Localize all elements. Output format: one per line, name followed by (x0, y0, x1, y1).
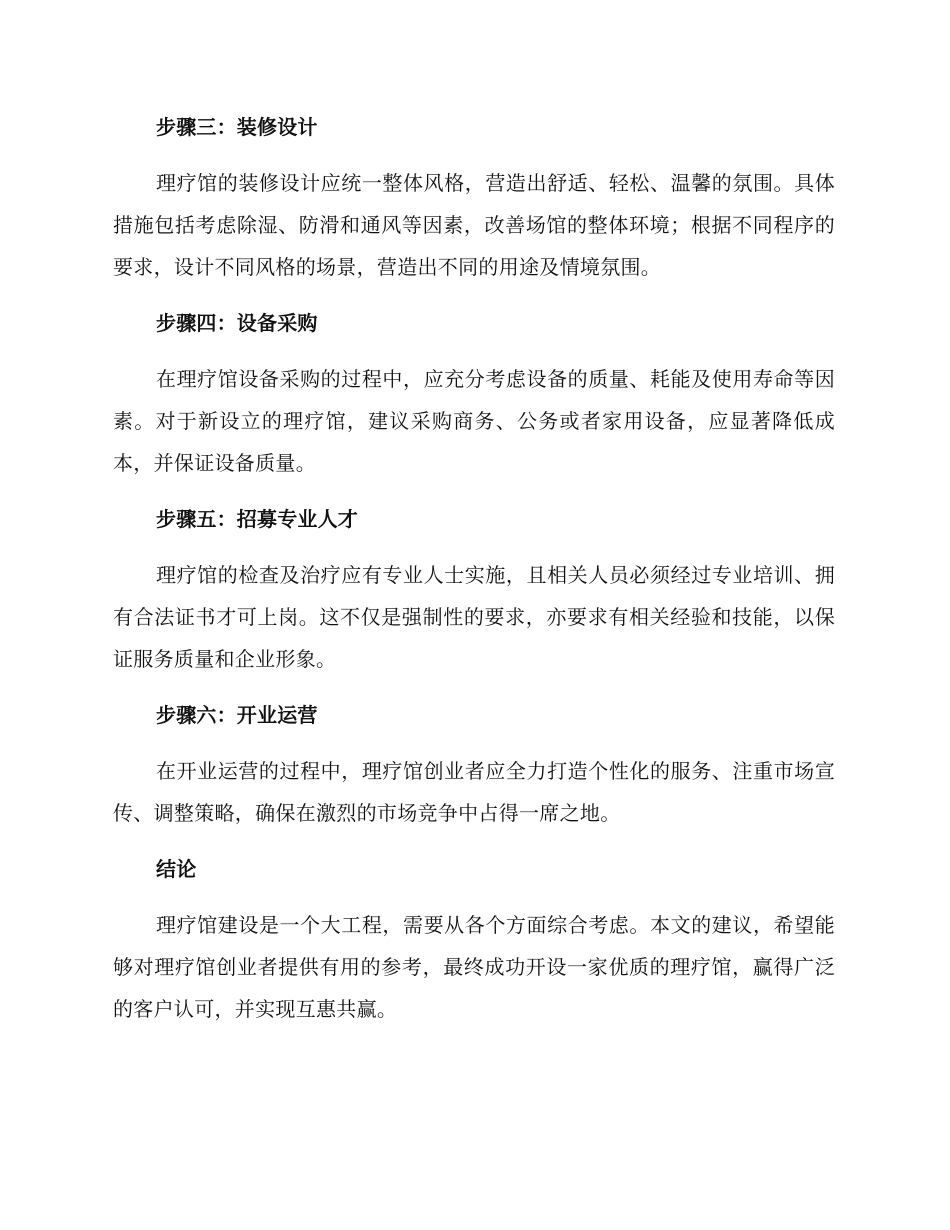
section-heading: 步骤三：装修设计 (156, 115, 318, 139)
section-paragraph: 理疗馆的检查及治疗应有专业人士实施，且相关人员必须经过专业培训、拥有合法证书才可上岗。这不仅是强制性的要求，亦要求有相关经验和技能，以保证服务质量和企业形象。 (113, 563, 835, 671)
section-conclusion (113, 850, 835, 1030)
section-decoration-design (113, 108, 835, 288)
section-heading: 步骤四：设备采购 (156, 311, 318, 335)
section-paragraph: 在理疗馆设备采购的过程中，应充分考虑设备的质量、耗能及使用寿命等因素。对于新设立的理疗馆，建议采购商务、公务或者家用设备，应显著降低成本，并保证设备质量。 (113, 367, 835, 475)
section-heading: 步骤五：招募专业人才 (156, 507, 358, 531)
document-page (113, 108, 835, 1046)
section-paragraph: 理疗馆建设是一个大工程，需要从各个方面综合考虑。本文的建议，希望能够对理疗馆创业者提供有用的参考，最终成功开设一家优质的理疗馆，赢得广泛的客户认可，并实现互惠共赢。 (113, 913, 835, 1021)
section-paragraph: 理疗馆的装修设计应统一整体风格，营造出舒适、轻松、温馨的氛围。具体措施包括考虑除湿、防滑和通风等因素，改善场馆的整体环境；根据不同程序的要求，设计不同风格的场景，营造出不同的用途及情境氛围。 (113, 171, 835, 279)
section-heading: 结论 (156, 857, 197, 881)
section-equipment-purchase (113, 304, 835, 484)
section-heading: 步骤六：开业运营 (156, 703, 318, 727)
section-opening-operation (113, 696, 835, 834)
section-recruit-talent (113, 500, 835, 680)
section-paragraph: 在开业运营的过程中，理疗馆创业者应全力打造个性化的服务、注重市场宣传、调整策略，确保在激烈的市场竞争中占得一席之地。 (113, 759, 835, 825)
